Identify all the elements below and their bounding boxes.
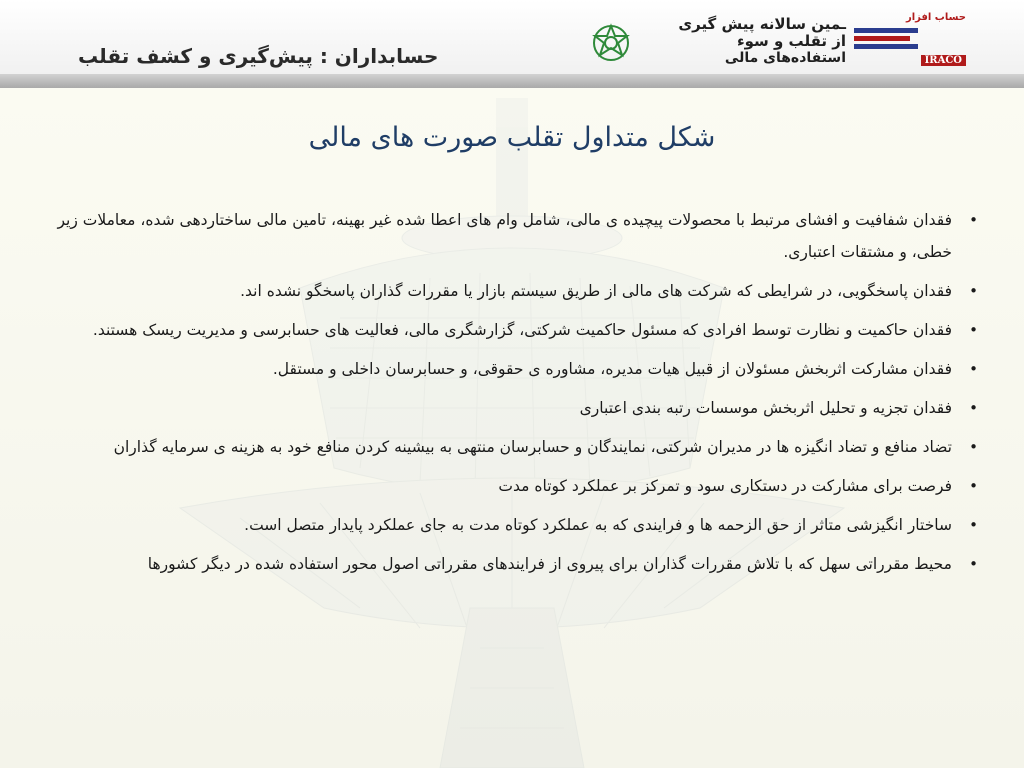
iraco-logo-icon	[850, 12, 970, 66]
tehran-municipality-seal-icon	[588, 22, 634, 64]
list-item	[50, 204, 990, 268]
bullet-icon: •	[969, 516, 978, 534]
list-item	[50, 314, 990, 346]
list-item-text: فقدان تجزیه و تحلیل اثربخش موسسات رتبه بندی اعتباری	[579, 399, 952, 417]
logo-text: حساب افزار	[905, 12, 966, 23]
slide-title: شکل متداول تقلب صورت های مالی	[308, 122, 716, 153]
list-item	[50, 275, 990, 307]
list-item-text: فقدان حاکمیت و نظارت توسط افرادی که مسئول حاکمیت شرکتی، گزارشگری مالی، فعالیت های حسابرسی و مدیریت ریسک هستند.	[92, 321, 952, 339]
bullet-icon: •	[969, 555, 978, 573]
bullet-icon: •	[969, 360, 978, 378]
list-item-text: تضاد منافع و تضاد انگیزه ها در مدیران شرکتی، نمایندگان و حسابرسان منتهی به بیشینه کردن منافع خود به هزینه ی سرمایه گذاران	[113, 438, 952, 456]
list-item	[50, 353, 990, 385]
header-title: حسابداران : پیش‌گیری و کشف تقلب	[78, 44, 439, 68]
list-item-text: فرصت برای مشارکت در دستکاری سود و تمرکز بر عملکرد کوتاه مدت	[498, 477, 952, 495]
slogan-line-1: ـمین سالانه پیش گیری	[678, 15, 846, 33]
list-item	[50, 509, 990, 541]
logo-brand: IRACO	[921, 55, 966, 66]
slogan-line-3: استفاده‌های مالی	[724, 50, 846, 66]
list-item-text: فقدان مشارکت اثربخش مسئولان از قبیل هیات مدیره، مشاوره ی حقوقی، و حسابرسان داخلی و مستقل.	[272, 360, 952, 378]
list-item	[50, 392, 990, 424]
bullet-icon: •	[969, 282, 978, 300]
list-item-text: محیط مقرراتی سهل که با تلاش مقررات گذاران برای پیروی از فرایندهای مقرراتی اصول محور استفاده شده در دیگر کشورها	[147, 555, 952, 573]
list-item-text: ساختار انگیزشی متاثر از حق الزحمه ها و فرایندی که به عملکرد کوتاه مدت به جای عملکرد پایدار متصل است.	[244, 516, 952, 534]
header-bar	[0, 0, 1024, 74]
list-item-text: فقدان پاسخگویی، در شرایطی که شرکت های مالی از طریق سیستم بازار یا مقررات گذاران پاسخگو نشده اند.	[240, 282, 952, 300]
conference-slogan	[668, 16, 846, 67]
list-item	[50, 548, 990, 580]
bullet-icon: •	[969, 477, 978, 495]
list-item-text: فقدان شفافیت و افشای مرتبط با محصولات پیچیده ی مالی، شامل وام های اعطا شده غیر بهینه، تامین مالی ساختاردهی شده، معاملات زیر خطی، و مشتقات اعتباری.	[57, 211, 952, 261]
bullet-icon: •	[969, 438, 978, 456]
bullet-icon: •	[969, 211, 978, 229]
list-item	[50, 431, 990, 463]
bullet-list	[50, 204, 990, 587]
bullet-icon: •	[969, 321, 978, 339]
list-item	[50, 470, 990, 502]
bullet-icon: •	[969, 399, 978, 417]
slogan-line-2: از تقلب و سوء	[736, 32, 846, 50]
header-divider	[0, 74, 1024, 88]
